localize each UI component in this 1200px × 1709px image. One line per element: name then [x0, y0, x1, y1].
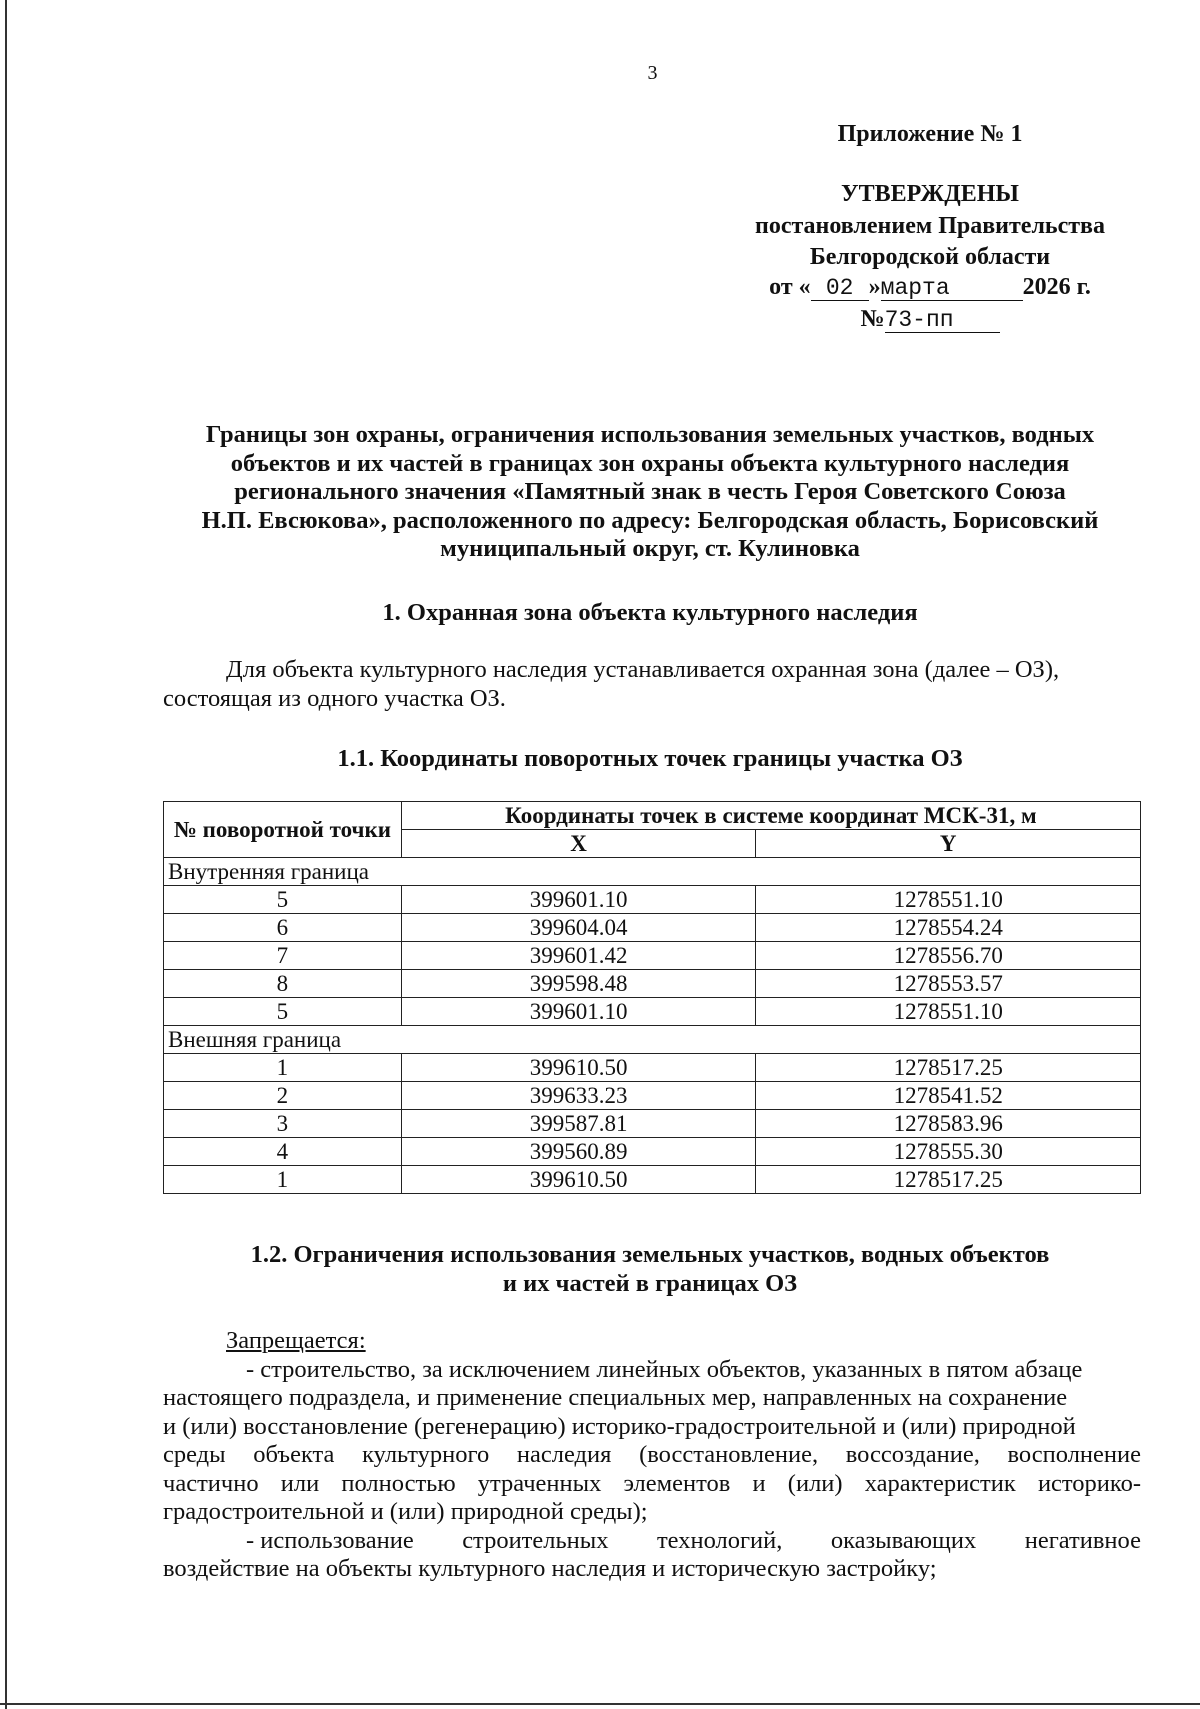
- word: (восстановление,: [639, 1441, 819, 1468]
- number-value: 73-пп: [885, 308, 1000, 333]
- word: объекта: [253, 1441, 335, 1468]
- item-1-line-6: градостроительной и (или) природной среды);: [163, 1498, 648, 1525]
- word: (или): [787, 1469, 843, 1497]
- word: утраченных: [477, 1469, 602, 1497]
- cell-y: 1278551.10: [756, 998, 1141, 1026]
- word: характеристик: [864, 1469, 1016, 1497]
- word: строительных: [462, 1526, 609, 1554]
- header-coords: Координаты точек в системе координат МСК-31, м: [401, 802, 1140, 830]
- word: историко-: [1037, 1469, 1141, 1497]
- word: негативное: [1024, 1526, 1141, 1554]
- prohibited-label: Запрещается:: [226, 1327, 366, 1354]
- group-row-outer: [164, 1026, 1141, 1054]
- cell-x: 399598.48: [401, 970, 756, 998]
- table-row: [164, 1054, 1141, 1082]
- table-row: [164, 1110, 1141, 1138]
- inner-boundary-label: Внутренняя граница: [164, 858, 1141, 886]
- cell-point: 5: [164, 886, 402, 914]
- cell-y: 1278554.24: [756, 914, 1141, 942]
- table-row: [164, 970, 1141, 998]
- title-line-2: объектов и их частей в границах зон охраны объекта культурного наследия: [230, 449, 1070, 477]
- title-line-3: регионального значения «Памятный знак в честь Героя Советского Союза: [234, 478, 1066, 506]
- word: культурного: [362, 1441, 490, 1468]
- title-line-1: Границы зон охраны, ограничения использования земельных участков, водных: [205, 421, 1095, 448]
- decree-label: постановлением Правительства: [754, 213, 1105, 239]
- section-1-2-heading-line-1: 1.2. Ограничения использования земельных участков, водных объектов: [250, 1241, 1050, 1268]
- table-row: [164, 998, 1141, 1026]
- prohibited-label-line: [163, 1327, 1141, 1356]
- cell-x: 399601.10: [401, 998, 756, 1026]
- cell-x: 399601.42: [401, 942, 756, 970]
- appendix-label: Приложение № 1: [837, 121, 1023, 147]
- table-row: [164, 914, 1141, 942]
- scan-edge-left: [5, 0, 7, 1709]
- item-1-line-4: [163, 1441, 1141, 1470]
- word: частично: [163, 1469, 259, 1497]
- section-1-heading: 1. Охранная зона объекта культурного наследия: [382, 599, 918, 626]
- section-1-2-heading-line-2: и их частей в границах ОЗ: [502, 1270, 798, 1297]
- cell-y: 1278555.30: [756, 1138, 1141, 1166]
- number-line: [740, 306, 1120, 333]
- word: элементов: [623, 1469, 731, 1497]
- section-1-2-body: [163, 1327, 1141, 1584]
- section-1-paragraph: [163, 656, 1141, 713]
- page-number: 3: [647, 62, 658, 84]
- date-month: марта: [881, 276, 1023, 301]
- item-1-line-1: - строительство, за исключением линейных объектов, указанных в пятом абзаце: [246, 1355, 1083, 1383]
- cell-x: 399633.23: [401, 1082, 756, 1110]
- cell-x: 399610.50: [401, 1166, 756, 1194]
- date-day: 02: [811, 276, 869, 301]
- cell-y: 1278583.96: [756, 1110, 1141, 1138]
- title-line-5: муниципальный округ, ст. Кулиновка: [440, 535, 860, 563]
- section-1-line-2: состоящая из одного участка ОЗ.: [163, 684, 506, 712]
- cell-point: 2: [164, 1082, 402, 1110]
- cell-point: 6: [164, 914, 402, 942]
- cell-point: 1: [164, 1166, 402, 1194]
- cell-y: 1278556.70: [756, 942, 1141, 970]
- cell-x: 399560.89: [401, 1138, 756, 1166]
- word: восполнение: [1007, 1441, 1141, 1468]
- item-1-line-3: и (или) восстановление (регенерацию) историко-градостроительной и (или) природной: [163, 1412, 1076, 1440]
- group-row-inner: [164, 858, 1141, 886]
- table-row: [164, 942, 1141, 970]
- date-mid: »: [868, 274, 881, 300]
- cell-point: 3: [164, 1110, 402, 1138]
- word: среды: [163, 1441, 226, 1468]
- number-prefix: №: [860, 306, 885, 332]
- cell-point: 1: [164, 1054, 402, 1082]
- table-row: [164, 1138, 1141, 1166]
- item-1-line-2: настоящего подраздела, и применение специальных мер, направленных на сохранение: [163, 1384, 1068, 1411]
- word: или: [280, 1469, 320, 1497]
- word: технологий,: [656, 1526, 783, 1554]
- outer-boundary-label: Внешняя граница: [164, 1026, 1141, 1054]
- header-x: X: [401, 830, 756, 858]
- word: - использование: [246, 1526, 414, 1554]
- item-2-line-2: воздействие на объекты культурного наследия и историческую застройку;: [163, 1555, 937, 1582]
- cell-point: 7: [164, 942, 402, 970]
- cell-y: 1278541.52: [756, 1082, 1141, 1110]
- cell-y: 1278517.25: [756, 1166, 1141, 1194]
- table-row: [164, 1082, 1141, 1110]
- cell-x: 399587.81: [401, 1110, 756, 1138]
- cell-x: 399604.04: [401, 914, 756, 942]
- word: воссоздание,: [845, 1441, 980, 1468]
- cell-point: 5: [164, 998, 402, 1026]
- scan-edge-bottom: [0, 1703, 1200, 1705]
- cell-y: 1278553.57: [756, 970, 1141, 998]
- date-prefix: от «: [769, 274, 811, 300]
- region-label: Белгородской области: [809, 244, 1051, 270]
- table-row: [164, 886, 1141, 914]
- cell-point: 4: [164, 1138, 402, 1166]
- word: наследия: [516, 1441, 612, 1468]
- document-title: [160, 421, 1140, 564]
- table-header-row: [164, 802, 1141, 830]
- coordinates-table: [163, 801, 1141, 1194]
- approved-label: УТВЕРЖДЕНЫ: [841, 181, 1019, 207]
- table-row: [164, 1166, 1141, 1194]
- section-1-line-1: Для объекта культурного наследия устанавливается охранная зона (далее – ОЗ),: [226, 656, 1060, 683]
- date-line: [740, 274, 1120, 301]
- date-year: 2026 г.: [1022, 274, 1091, 300]
- cell-y: 1278517.25: [756, 1054, 1141, 1082]
- header-point: № поворотной точки: [164, 802, 402, 858]
- title-line-4: Н.П. Евсюкова», расположенного по адресу: Белгородская область, Борисовский: [201, 506, 1099, 534]
- word: и: [752, 1469, 766, 1497]
- cell-point: 8: [164, 970, 402, 998]
- cell-x: 399601.10: [401, 886, 756, 914]
- word: полностью: [341, 1469, 456, 1497]
- header-y: Y: [756, 830, 1141, 858]
- word: оказывающих: [830, 1526, 977, 1554]
- item-2-line-1: [163, 1527, 1141, 1556]
- cell-x: 399610.50: [401, 1054, 756, 1082]
- cell-y: 1278551.10: [756, 886, 1141, 914]
- item-1-line-5: [163, 1470, 1141, 1499]
- section-1-1-heading: 1.1. Координаты поворотных точек границы участка ОЗ: [337, 745, 963, 772]
